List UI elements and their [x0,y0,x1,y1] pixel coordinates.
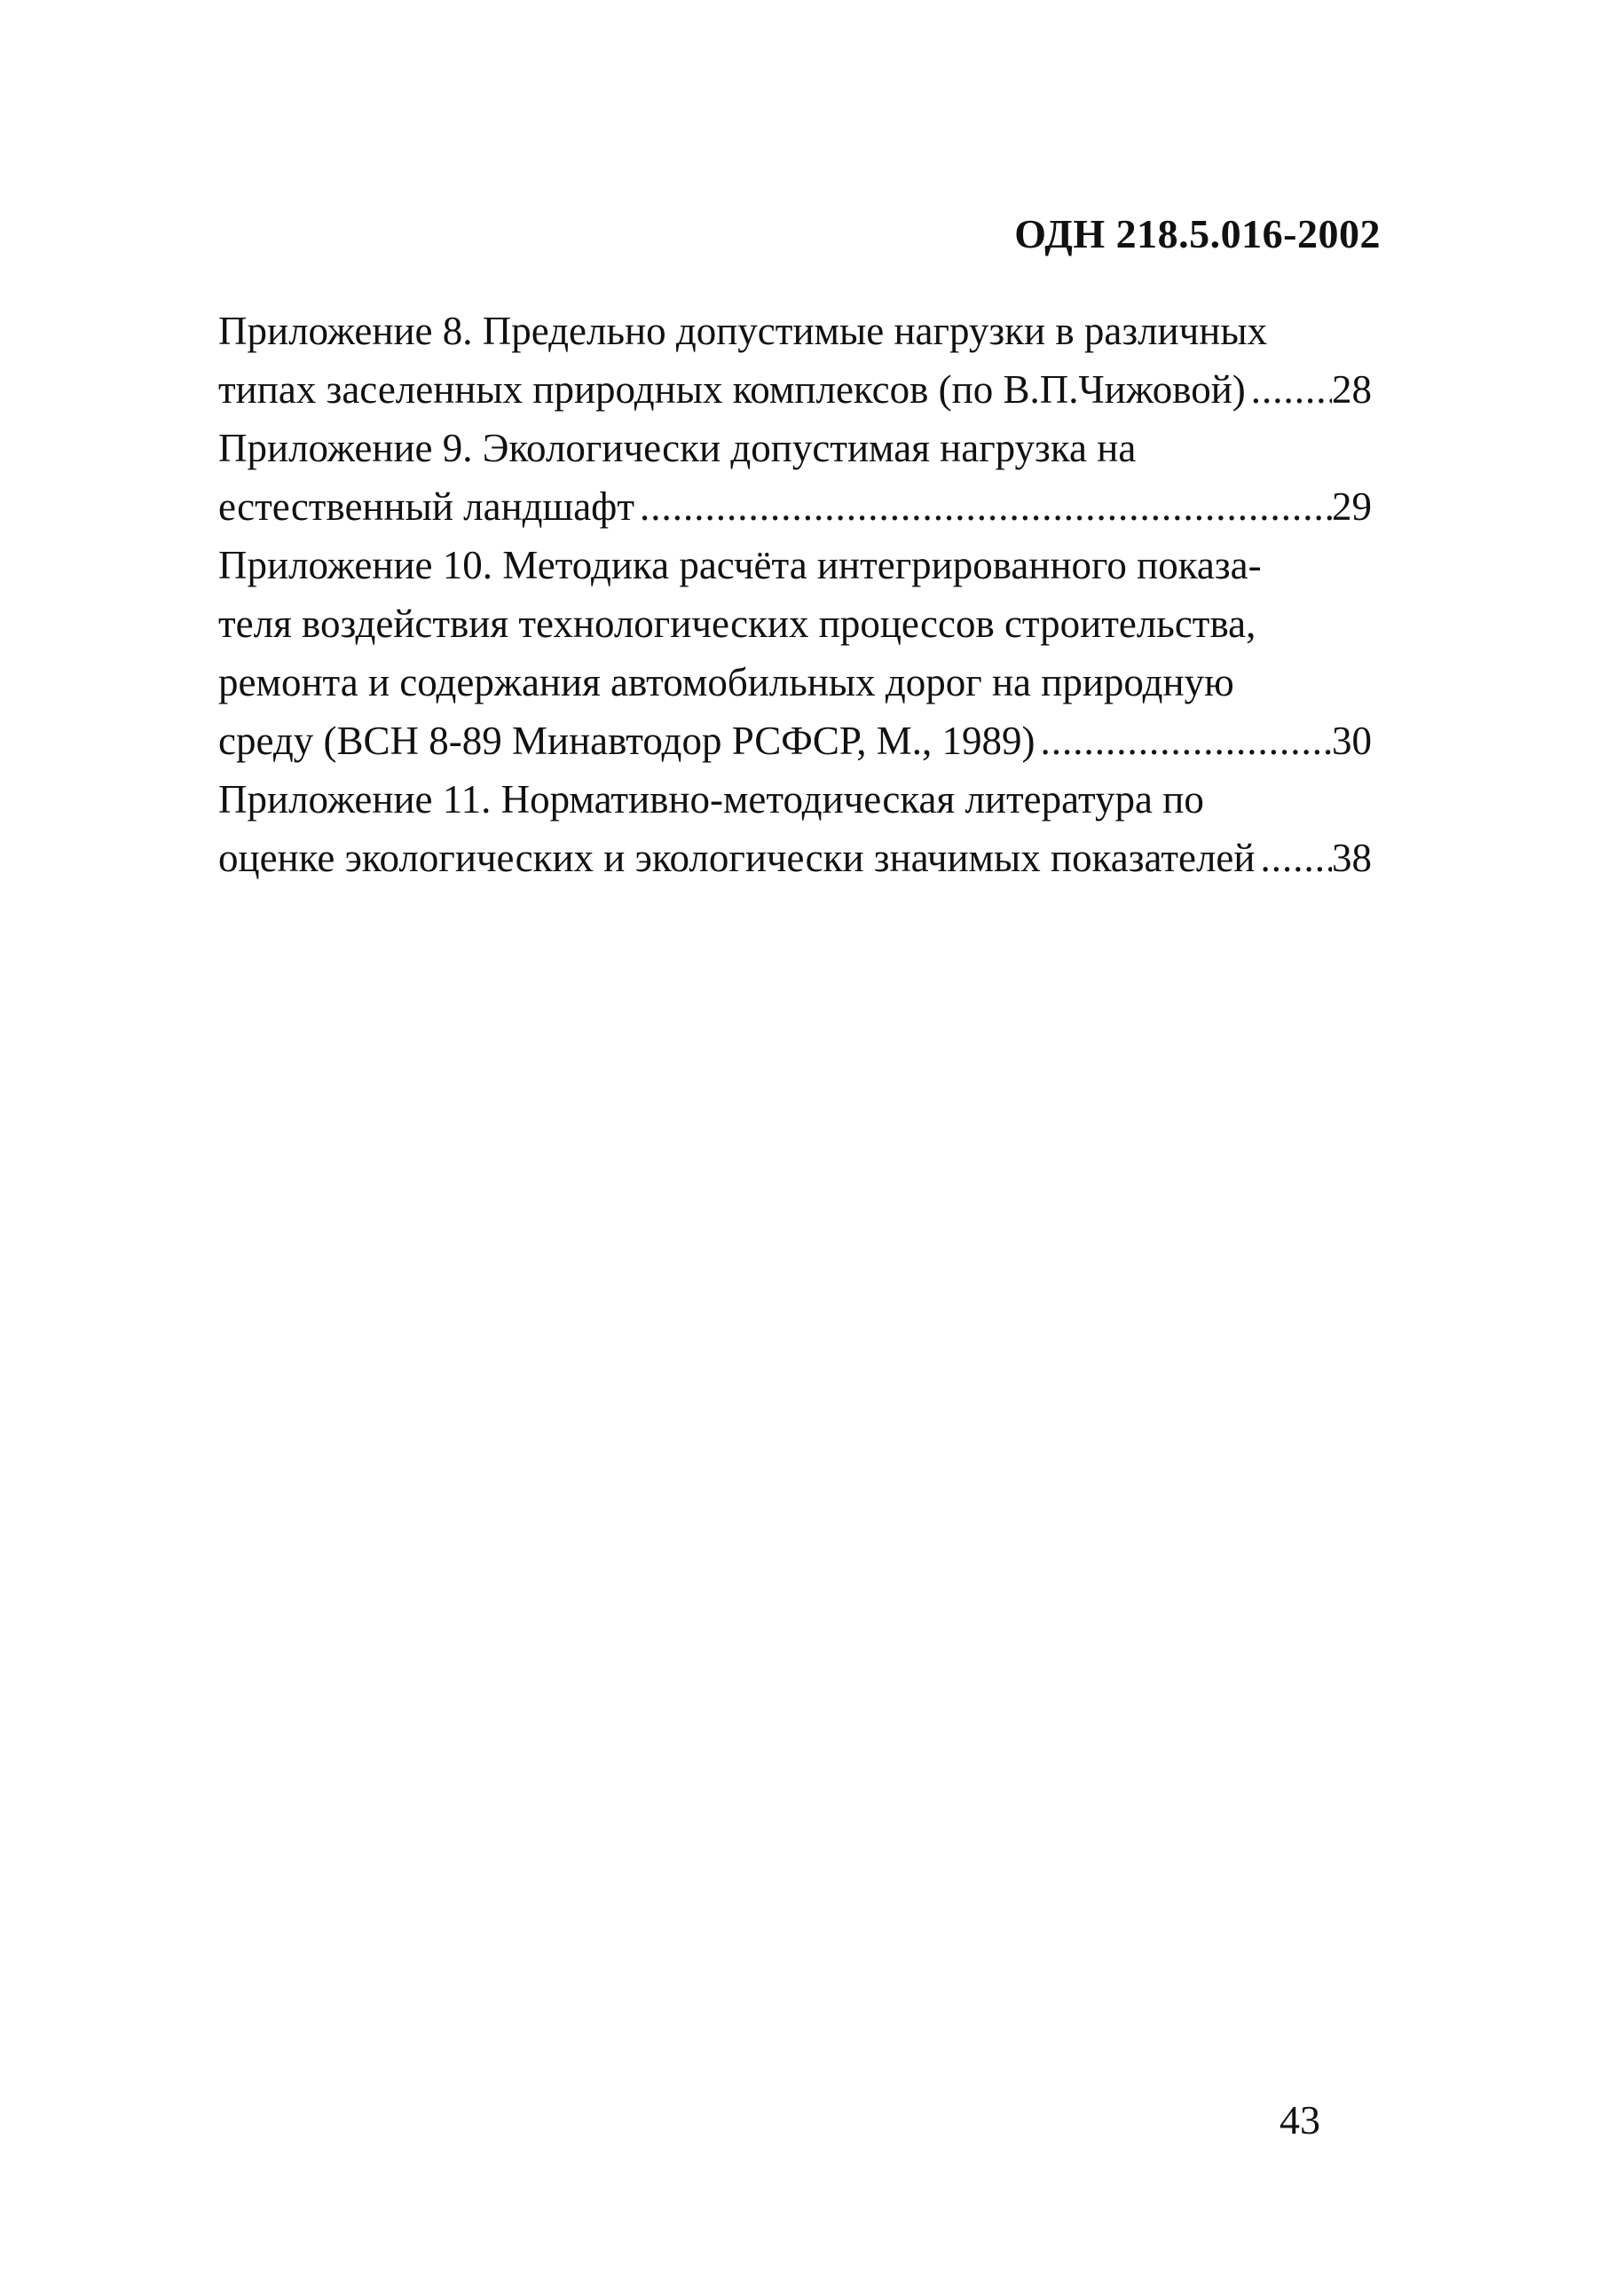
table-of-contents [218,302,1372,887]
toc-page-number: 28 [1332,367,1372,412]
dot-leader [1255,829,1332,887]
toc-entry-text: типах заселенных природных комплексов (по В.П.Чижовой) [218,367,1246,412]
toc-entry-line: Приложение 9. Экологически допустимая нагрузка на [218,426,1137,470]
toc-entry-appendix-11[interactable] [218,770,1372,887]
toc-entry-last-line [218,360,1372,419]
toc-entry-line: Приложение 8. Предельно допустимые нагрузки в различных [218,309,1268,353]
dot-leader [1246,360,1332,419]
toc-page-number: 30 [1332,719,1372,763]
toc-entry-last-line [218,712,1372,770]
toc-entry-appendix-10[interactable] [218,536,1372,770]
toc-entry-line: Приложение 11. Нормативно-методическая литература по [218,777,1204,822]
toc-entry-appendix-8[interactable] [218,302,1372,419]
dot-leader [634,477,1332,536]
toc-entry-line: ремонта и содержания автомобильных дорог на природную [218,660,1234,704]
document-code: ОДН 218.5.016-2002 [1014,211,1381,256]
toc-entry-text: естественный ландшафт [218,484,635,529]
toc-entry-last-line [218,477,1372,536]
toc-page-number: 29 [1332,484,1372,529]
toc-entry-last-line [218,829,1372,887]
toc-page-number: 38 [1332,836,1372,880]
toc-entry-line: Приложение 10. Методика расчёта интегрированного показа- [218,543,1262,587]
toc-entry-text: среду (ВСН 8-89 Минавтодор РСФСР, М., 1989) [218,719,1035,763]
toc-entry-text: оценке экологических и экологически значимых показателей [218,836,1256,880]
toc-entry-line: теля воздействия технологических процессов строительства, [218,602,1256,646]
page-number: 43 [1279,2097,1320,2143]
toc-entry-appendix-9[interactable] [218,419,1372,536]
dot-leader [1035,712,1332,770]
